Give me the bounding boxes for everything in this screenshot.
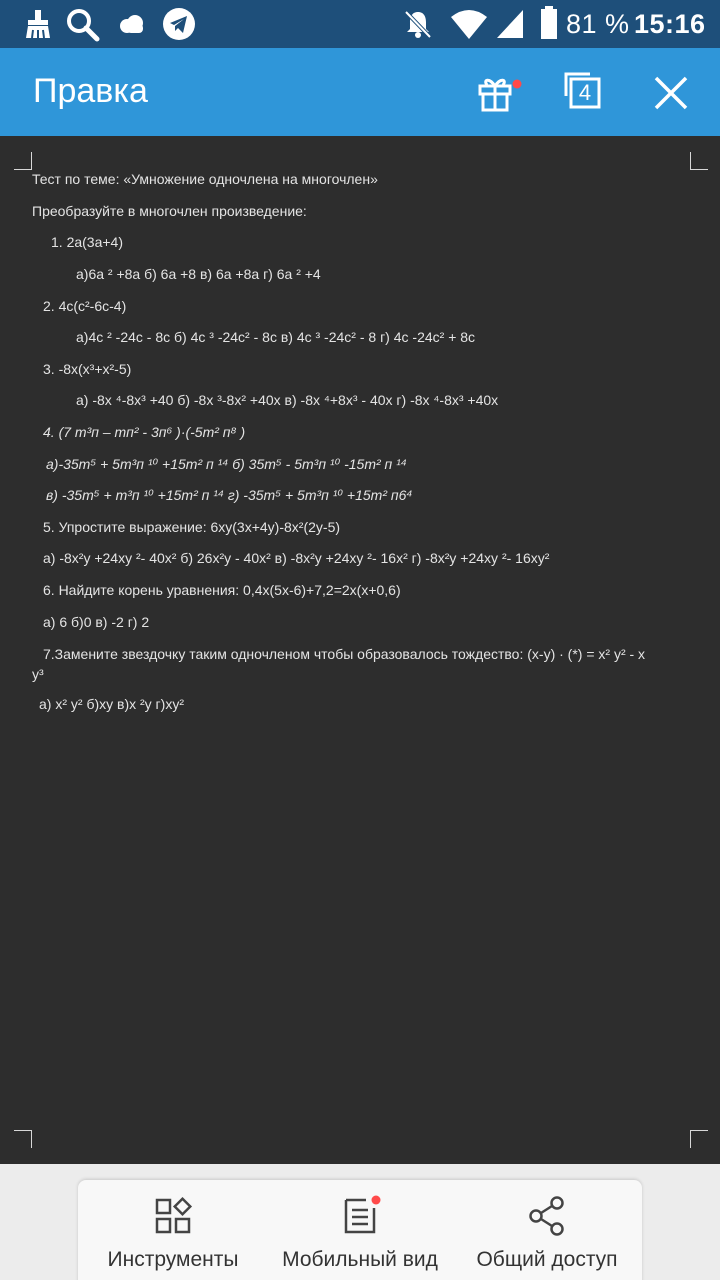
question-2: 2. 4с(с²-6с-4) (43, 298, 127, 314)
share-label: Общий доступ (476, 1248, 618, 1271)
question-4: 4. (7 т³п – тп² - 3п⁶ )·(-5т² п⁸ ) (43, 424, 246, 440)
question-7-continued: у³ (32, 666, 44, 682)
page-title: Правка (33, 72, 148, 110)
cleaner-icon (22, 8, 54, 40)
app-bar (0, 48, 720, 136)
windows-button[interactable] (560, 68, 610, 118)
tools-button[interactable] (88, 1180, 258, 1280)
question-6: 6. Найдите корень уравнения: 0,4х(5х-6)+7,2=2х(х+0,6) (43, 582, 401, 598)
page-corner-bottom-right (690, 1130, 708, 1148)
mobile-view-button[interactable] (270, 1180, 450, 1280)
signal-icon (496, 8, 524, 40)
answers-6: а) 6 б)0 в) -2 г) 2 (43, 614, 150, 630)
question-5: 5. Упростите выражение: 6ху(3х+4у)-8х²(2у-5) (43, 519, 341, 535)
status-bar (0, 0, 720, 48)
telegram-icon (162, 7, 196, 41)
tools-label: Инструменты (107, 1248, 239, 1271)
bottom-panel (78, 1180, 642, 1280)
answers-4b: в) -35т⁵ + т³п ¹⁰ +15т² п ¹⁴ г) -35т⁵ + 5т³п ¹⁰ +15т² п6⁴ (46, 487, 413, 503)
question-1: 1. 2а(3а+4) (51, 234, 123, 250)
tools-icon (151, 1194, 195, 1238)
battery-percent: 81 % (566, 9, 630, 39)
question-7: 7.Замените звездочку таким одночленом чтобы образовалось тождество: (х-у) · (*) = х² у² - х (43, 646, 646, 662)
answers-1: а)6а ² +8а б) 6а +8 в) 6а +8а г) 6а ² +4 (76, 266, 321, 282)
page-corner-top-left (14, 152, 32, 170)
document-view[interactable] (0, 136, 720, 1164)
wifi-icon (450, 8, 488, 40)
answers-3: а) -8х ⁴-8х³ +40 б) -8х ³-8х² +40х в) -8х ⁴+8х³ - 40х г) -8х ⁴-8х³ +40х (76, 392, 499, 408)
share-icon (525, 1194, 569, 1238)
question-3: 3. -8х(х³+х²-5) (43, 361, 132, 377)
cloud-icon (118, 14, 146, 34)
task-instruction: Преобразуйте в многочлен произведение: (32, 203, 307, 219)
bottom-toolbar (0, 1164, 720, 1280)
page-corner-top-right (690, 152, 708, 170)
gift-icon[interactable] (472, 68, 522, 118)
share-button[interactable] (462, 1180, 632, 1280)
close-icon[interactable] (646, 68, 696, 118)
test-title: Тест по теме: «Умножение одночлена на многочлен» (32, 171, 378, 187)
answers-2: а)4с ² -24с - 8с б) 4с ³ -24с² - 8с в) 4с ³ -24с² - 8 г) 4с -24с² + 8с (76, 329, 476, 345)
windows-count: 4 (578, 80, 592, 105)
page-corner-bottom-left (14, 1130, 32, 1148)
answers-4a: а)-35т⁵ + 5т³п ¹⁰ +15т² п ¹⁴ б) 35т⁵ - 5т³п ¹⁰ -15т² п ¹⁴ (46, 456, 407, 472)
bell-off-icon (402, 8, 434, 40)
clock: 15:16 (634, 9, 706, 39)
battery-icon (540, 6, 558, 40)
mobile-view-label: Мобильный вид (282, 1248, 438, 1271)
answers-5: а) -8х²у +24ху ²- 40х² б) 26х²у - 40х² в) -8х²у +24ху ²- 16х² г) -8х²у +24ху ²- 16ху² (43, 550, 550, 566)
answers-7: а) х² у² б)ху в)х ²у г)ху² (39, 696, 184, 712)
mobile-view-icon (338, 1194, 382, 1238)
search-icon (66, 8, 100, 42)
